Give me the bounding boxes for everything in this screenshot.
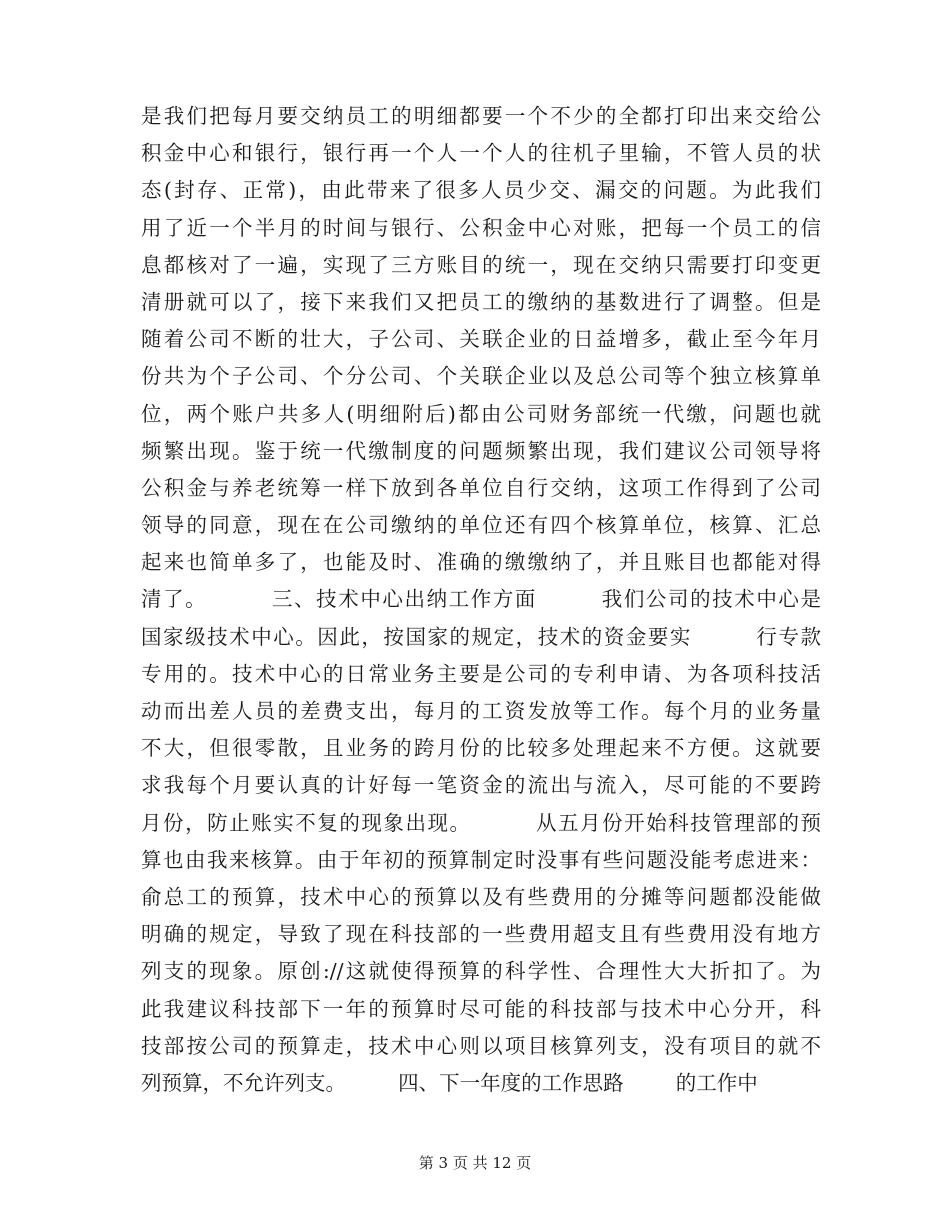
text-line: 求我每个月要认真的计好每一笔资金的流出与流入，尽可能的不要跨: [141, 773, 821, 798]
text-line: 月份，防止账实不复的现象出现。 从五月份开始科技管理部的预: [141, 810, 821, 835]
text-line: 明确的规定，导致了现在科技部的一些费用超支且有些费用没有地方: [141, 922, 821, 947]
text-line: 频繁出现。鉴于统一代缴制度的问题频繁出现，我们建议公司领导将: [141, 438, 821, 463]
text-line: 动而出差人员的差费支出，每月的工资发放等工作。每个月的业务量: [141, 699, 821, 723]
text-line: 清册就可以了，接下来我们又把员工的缴纳的基数进行了调整。但是: [141, 289, 821, 314]
text-line: 算也由我来核算。由于年初的预算制定时没事有些问题没能考虑进来：: [141, 847, 821, 872]
text-line: 列预算，不允许列支。 四、下一年度的工作思路 的工作中: [141, 1070, 758, 1095]
text-line: 积金中心和银行，银行再一个人一个人的往机子里输，不管人员的状: [141, 141, 821, 166]
text-line: 不大，但很零散，且业务的跨月份的比较多处理起来不方便。这就要: [141, 736, 821, 761]
text-line: 是我们把每月要交纳员工的明细都要一个不少的全都打印出来交给公: [141, 104, 821, 128]
page-number-footer: 第 3 页 共 12 页: [418, 1154, 532, 1172]
text-line: 领导的同意，现在在公司缴纳的单位还有四个核算单位，核算、汇总: [141, 513, 821, 538]
text-line: 国家级技术中心。因此，按国家的规定，技术的资金要实 行专款: [141, 624, 821, 649]
text-line: 列支的现象。原创://这就使得预算的科学性、合理性大大折扣了。为: [141, 959, 821, 984]
text-line: 俞总工的预算，技术中心的预算以及有些费用的分摊等问题都没能做: [141, 884, 821, 909]
body-text: [141, 98, 821, 1102]
text-line: 起来也简单多了，也能及时、准确的缴缴纳了，并且账目也都能对得: [141, 550, 821, 575]
text-line: 此我建议科技部下一年的预算时尽可能的科技部与技术中心分开，科: [141, 996, 821, 1021]
text-line: 态(封存、正常)，由此带来了很多人员少交、漏交的问题。为此我们: [141, 178, 821, 203]
text-line: 份共为个子公司、个分公司、个关联企业以及总公司等个独立核算单: [141, 364, 821, 389]
text-line: 用了近一个半月的时间与银行、公积金中心对账，把每一个员工的信: [141, 215, 821, 240]
text-line: 清了。 三、技术中心出纳工作方面 我们公司的技术中心是: [141, 587, 821, 612]
text-line: 技部按公司的预算走，技术中心则以项目核算列支，没有项目的就不: [141, 1033, 821, 1058]
text-line: 位，两个账户共多人(明细附后)都由公司财务部统一代缴，问题也就: [141, 401, 821, 426]
text-line: 息都核对了一遍，实现了三方账目的统一，现在交纳只需要打印变更: [141, 252, 821, 277]
text-line: 专用的。技术中心的日常业务主要是公司的专利申请、为各项科技活: [141, 661, 821, 686]
text-line: 随着公司不断的壮大，子公司、关联企业的日益增多，截止至今年月: [141, 327, 821, 352]
text-line: 公积金与养老统筹一样下放到各单位自行交纳，这项工作得到了公司: [141, 475, 821, 500]
